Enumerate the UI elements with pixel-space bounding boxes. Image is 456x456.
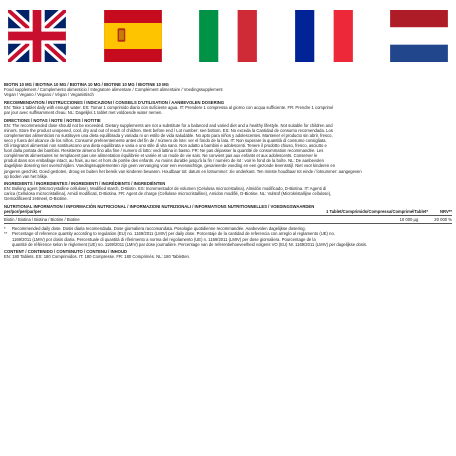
- nutrition-title: NUTRITIONAL INFORMATION / INFORMACIÓN NUTRICIONAL / INFORMAZIONI NUTRIZIONALI / INFORMATIONS NUTRITIONNELLES / VOEDINGSWAARDEN: [4, 204, 315, 210]
- nutrition-nrv-label: NRV**: [439, 209, 452, 215]
- italy-flag-icon: [199, 10, 257, 62]
- directions-line: dagelijkse dosering niet overschrijden. Voedingssupplementen zijn geen vervanging voor een evenwichtige, gevarieerde voeding en een gezonde levensstijl. Niet voor kinderen en: [4, 163, 336, 169]
- spain-flag-icon: [104, 10, 162, 62]
- nutrition-note: 1169/2011 (LMIV) por dosis diaria. Percentuale di quantità di riferimento a norma del regolamento (UE) n. 1169/2011 (LMIV) per dose giornaliera. Pourcentage de la: [12, 236, 316, 242]
- directions-line: EN: The recommended dose should not be exceeded. Dietary supplements are not a substitute for a balanced and varied diet and a healthy lifestyle. Not suitable for children and: [4, 122, 333, 128]
- nutrition-row-amount: 10 000 µg: [399, 217, 419, 223]
- directions-line: minors. Store the product unopened, cool, dry and out of reach of children. Best before end / Lot number: see bottom. ES: No exceda la Cantidad de consumo recomendada. Los: [4, 127, 333, 133]
- directions-line: Gli integratori alimentari non sostituiscono una dieta equilibrata e varia e uno stile di vita sano. Non adatto a bambini e adolescenti. Tenere il prodotto chiuso, fresco, asciutto e: [4, 143, 327, 149]
- nutrition-header-row: [4, 209, 452, 214]
- directions-title: DIRECTIONS / NOTAS / NOTE / NOTES / NOTITIE: [4, 117, 101, 123]
- product-name: BIOTIN 10 MG / BIOTINA 10 MG / BIOTINA 10 MG / BIOTINE 10 MG / BIOTINE 10 MG: [4, 82, 169, 87]
- nutrition-per-value: 1 Tablet/Comprimido/Compressa/Comprimé/Tablet*: [325, 209, 428, 215]
- content-title: CONTENT / CONTENIDO / CONTENUTO / CONTENU / INHOUD: [4, 249, 127, 255]
- nutrition-row-nrv: 20 000 %: [434, 217, 452, 223]
- directions-line: complementos alimenticios no sustituyen una dieta equilibrada y variada ni un estilo de vida saludable. No apto para niños y adolescentes. Mantener el producto sin abrir, fresco,: [4, 132, 333, 138]
- netherlands-flag-icon: [390, 10, 448, 62]
- directions-line: seco y fuera del alcance de los niños. Consumir preferentemente antes del fin de / número de lote: ver el fondo de la lata. IT: Non superare la quantità di consumo consigliata.: [4, 137, 327, 143]
- label-text: [4, 82, 452, 259]
- directions-line: jongeren geschikt. Goed gesloten, droog en buiten het bereik van kinderen bewaren. Houdbaar tot: datum en lotnummer: zie onderkant. Ten minste houdbaar tot einde / lotnummer: aangegeven: [4, 168, 362, 174]
- nutrition-note: quantité de référence selon le règlement (UE) no. 1169/2011 (LMIV) par dose journalière. Percentage van de referentiehoeveelheid volgens VO (EU) Nr. 1169/2011 (LMIV) per dagelijkse dosis.: [12, 241, 368, 247]
- nutrition-row-biotin: [4, 217, 452, 224]
- directions-line: compléments alimentaires ne remplacent pas une alimentation équilibrée et variée et un mode de vie sain. Ne convient pas aux enfants et aux adolescents. Conserver le: [4, 153, 318, 159]
- content-text: EN: 180 Tablets. ES: 180 Comprimidos. IT: 180 Compresse. FR: 180 Comprimés. NL: 180 Tabletten.: [4, 254, 191, 260]
- directions-line: op boden van het blikje.: [4, 173, 49, 179]
- recommendation-text-cont: par jour avec suffisamment d'eau. NL: Dagelijks 1 tablet met voldoende water nemen.: [4, 109, 163, 115]
- uk-flag-icon: [8, 10, 66, 62]
- recommendation-text: EN: Take 1 tablet daily with enough water. ES: Tomar 1 comprimido diario con suficiente agua. IT: Prendere 1 compressa al giorno con acqua sufficiente. FR: Prendre 1 comprimé: [4, 104, 334, 110]
- directions-line: produit dans son emballage intact, au frais, au sec et hors de portée des enfants. Au moins durable jusqu'à la fin / numéro de lot : voir le fond de la boîte. NL: De aanbevolen: [4, 158, 324, 164]
- product-type: Food supplement / Complemento alimenticio / Integratore alimentare / Complément alimentaire / Voedingssupplement: [4, 87, 223, 93]
- product-diet: Vegan / Vegano / Vegano / Végan / Veganistisch: [4, 92, 94, 98]
- nutrition-per-label: per/por/per/par/per: [4, 209, 42, 215]
- nutrition-note: ** Percentage of reference quantity according to regulation (EU) no. 1169/2011 (LMIV) per daily dose. Porcentaje de la cantidad de referencia con arreglo al reglamento (UE) no.: [4, 231, 335, 237]
- ingredients-title: INGREDIENTS / INGREDIENTES / INGREDIENTI / INGRÉDIENTS / INGREDIËNTEN: [4, 181, 166, 187]
- ingredients-line: Gemodificeerd zetmeel, D-Biotine.: [4, 196, 68, 202]
- recommendation-title: RECOMMENDATION / INSTRUCCIONES / INDICAZIONI / CONSEILS D'UTILISATION / AANBEVOLEN DOSERING: [4, 99, 225, 105]
- nutrition-note: * Recommended daily dose. Dosis diaria recomendada. Dose giornaliera raccomandata. Posologie quotidienne recommandée. Aanbevolen dagelijkse dosering.: [4, 226, 306, 232]
- france-flag-icon: [295, 10, 353, 62]
- directions-line: fuori dalla portata dei bambini. Resistente almeno fino alla fine / numero di lotto: vedi lattina in basso. FR: Ne pas dépasser la quantité de consommation recommandée. Les: [4, 148, 324, 154]
- nutrition-row-label: Biotin / Biotina / Biotina / Biotine / Biotine: [4, 217, 80, 223]
- ingredients-line: carica (Cellulosa microcristallina), Amidi modificati, D-Biotina. FR: Agent de charge (Cellulose microcristalline), Amidon modifié, D-Biotine. NL: Vulstof (Microkristallijne cellulose),: [4, 191, 332, 197]
- flags-row: [0, 10, 456, 62]
- ingredients-line: EN: Bulking agent (Microcrystalline cellulose), Modified starch, D-Biotin. ES: Incrementador de volumen (Celulosa microcristalina), Almidón modificado, D-Biotina. IT: Agenti di: [4, 186, 327, 192]
